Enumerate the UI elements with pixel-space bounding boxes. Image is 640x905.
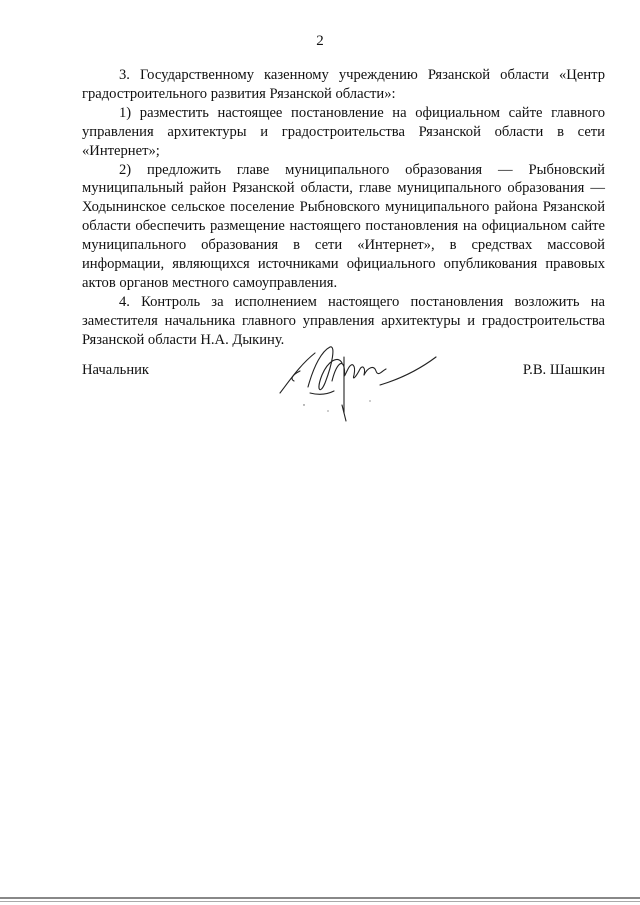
paragraph-item-3: 3. Государственному казенному учреждению Рязанской области «Центр градостроительного развития Рязанской области»:	[82, 67, 605, 102]
signatory-name: Р.В. Шашкин	[522, 362, 605, 378]
footer-rule	[0, 897, 640, 899]
page-number: 2	[316, 33, 324, 49]
paragraph-subitem-2: 2) предложить главе муниципального образования — Рыбновский муниципальный район Рязанской области, главе муниципального образования — Ходынинское сельское поселение Рыбновского муниципального района Рязанской области обеспечить размещение настоящего постановления на официальном сайте муниципального образования в сети «Интернет», в средствах массовой информации, являющихся источниками официального опубликования правовых актов органов местного самоуправления.	[82, 161, 605, 291]
paragraph-item-4: 4. Контроль за исполнением настоящего постановления возложить на заместителя начальника главного управления архитектуры и градостроительства Рязанской области Н.А. Дыкину.	[82, 293, 605, 348]
paragraph-subitem-1: 1) разместить настоящее постановление на официальном сайте главного управления архитектуры и градостроительства Рязанской области в сети «Интернет»;	[82, 104, 605, 159]
footer-rule-secondary	[0, 901, 640, 902]
document-body	[82, 66, 605, 350]
signatory-title: Начальник	[82, 362, 150, 378]
handwritten-signature	[270, 335, 440, 430]
